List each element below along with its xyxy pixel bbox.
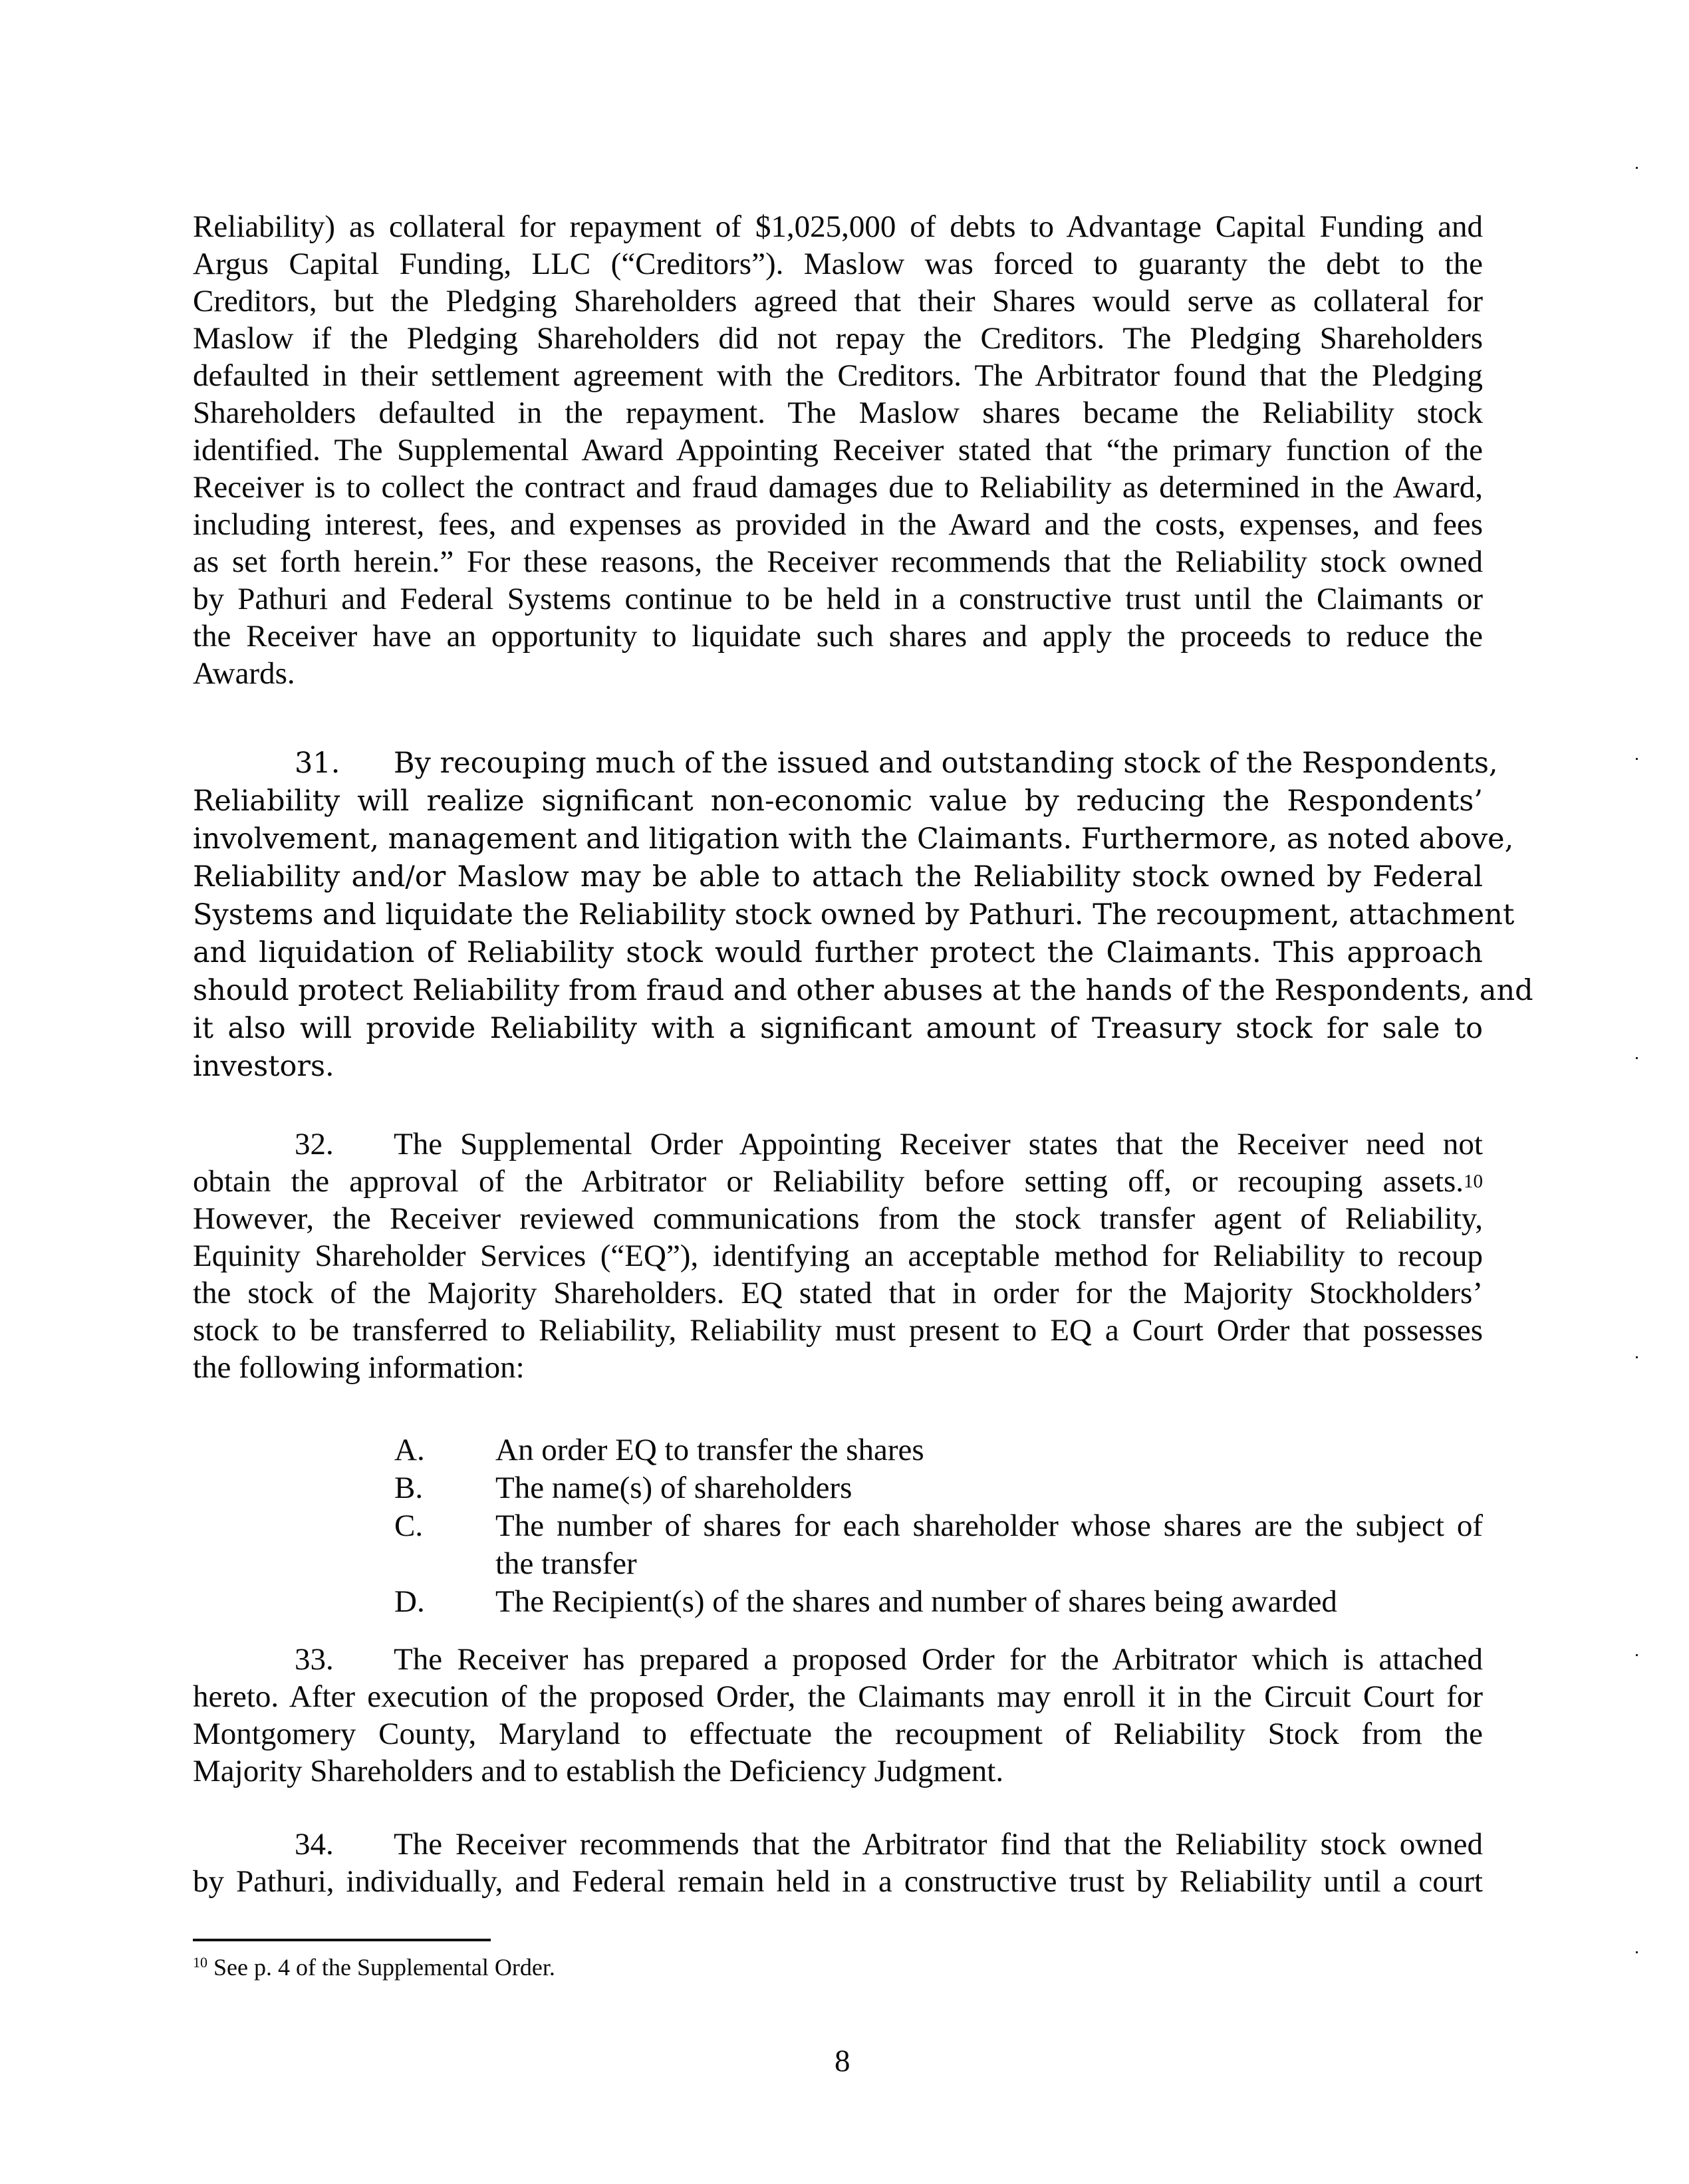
text-line: by Pathuri and Federal Systems continue to be held in a constructive trust until the Claimants or: [193, 582, 1483, 616]
text-line: defaulted in their settlement agreement with the Creditors. The Arbitrator found that the Pledging: [193, 358, 1483, 393]
text-line: involvement, management and litigation with the Claimants. Furthermore, as noted above,: [193, 822, 1514, 856]
list-item-letter: B.: [394, 1471, 424, 1505]
text-line: should protect Reliability from fraud and other abuses at the hands of the Respondents, and: [193, 974, 1533, 1007]
list-item-letter: A.: [394, 1433, 425, 1467]
text-line: it also will provide Reliability with a significant amount of Treasury stock for sale to: [193, 1012, 1483, 1045]
text-line: the Receiver have an opportunity to liquidate such shares and apply the proceeds to reduce the: [193, 619, 1483, 654]
text-line: The Receiver has prepared a proposed Order for the Arbitrator which is attached: [394, 1642, 1483, 1677]
paragraph-number: 33.: [295, 1642, 334, 1677]
text-line: The Supplemental Order Appointing Receiver states that the Receiver need not: [394, 1127, 1483, 1161]
text-line: Argus Capital Funding, LLC (“Creditors”). Maslow was forced to guaranty the debt to the: [193, 247, 1483, 281]
text-line: stock to be transferred to Reliability, Reliability must present to EQ a Court Order that possesses: [193, 1313, 1483, 1348]
text-line: Shareholders defaulted in the repayment. The Maslow shares became the Reliability stock: [193, 396, 1483, 430]
footnote: [193, 1948, 555, 1982]
text-line: Equinity Shareholder Services (“EQ”), identifying an acceptable method for Reliability to recoup: [193, 1239, 1483, 1273]
text-line: Awards.: [193, 656, 295, 691]
scan-speck: [1636, 1057, 1638, 1059]
list-item-text: The name(s) of shareholders: [495, 1471, 852, 1505]
text-line: identified. The Supplemental Award Appointing Receiver stated that “the primary function of the: [193, 433, 1483, 467]
footnote-text: See p. 4 of the Supplemental Order.: [213, 1954, 555, 1981]
text-line: Majority Shareholders and to establish the Deficiency Judgment.: [193, 1754, 1004, 1788]
text-line: and liquidation of Reliability stock would further protect the Claimants. This approach: [193, 936, 1483, 969]
paragraph-number: 31.: [295, 747, 340, 780]
list-item-text: The Recipient(s) of the shares and number of shares being awarded: [495, 1584, 1337, 1619]
text-line: investors.: [193, 1050, 334, 1083]
text-line: the following information:: [193, 1350, 525, 1385]
text-line: Reliability) as collateral for repayment of $1,025,000 of debts to Advantage Capital Funding and: [193, 209, 1483, 244]
text-line: The Receiver recommends that the Arbitrator find that the Reliability stock owned: [394, 1827, 1483, 1862]
list-item-text: The number of shares for each shareholder whose shares are the subject of: [495, 1509, 1483, 1543]
footnote-reference[interactable]: 10: [1464, 1171, 1483, 1192]
paragraph-number: 34.: [295, 1827, 334, 1862]
text-line: Montgomery County, Maryland to effectuate the recoupment of Reliability Stock from the: [193, 1717, 1483, 1751]
text-line: Creditors, but the Pledging Shareholders agreed that their Shares would serve as collateral for: [193, 284, 1483, 318]
text-line: By recouping much of the issued and outstanding stock of the Respondents,: [394, 747, 1498, 780]
text-line: Receiver is to collect the contract and fraud damages due to Reliability as determined in the Award,: [193, 470, 1483, 505]
text-line: as set forth herein.” For these reasons, the Receiver recommends that the Reliability stock owned: [193, 545, 1483, 579]
text-line: including interest, fees, and expenses as provided in the Award and the costs, expenses, and fees: [193, 507, 1483, 542]
scan-speck: [1636, 1654, 1638, 1656]
text-line: hereto. After execution of the proposed Order, the Claimants may enroll it in the Circuit Court for: [193, 1679, 1483, 1714]
text-line: Maslow if the Pledging Shareholders did not repay the Creditors. The Pledging Shareholders: [193, 321, 1483, 356]
scan-speck: [1636, 1951, 1638, 1953]
footnote-marker: 10: [193, 1954, 207, 1971]
scan-speck: [1636, 167, 1638, 169]
footnote-separator: [193, 1939, 491, 1941]
text-line: by Pathuri, individually, and Federal remain held in a constructive trust by Reliability until a court: [193, 1864, 1483, 1899]
text-line: the stock of the Majority Shareholders. EQ stated that in order for the Majority Stockholders’: [193, 1276, 1483, 1310]
text-line: However, the Receiver reviewed communications from the stock transfer agent of Reliability,: [193, 1201, 1483, 1236]
list-item-text: the transfer: [495, 1546, 637, 1581]
text-line-body: obtain the approval of the Arbitrator or Reliability before setting off, or recouping assets.: [193, 1164, 1464, 1199]
list-item-text: An order EQ to transfer the shares: [495, 1433, 924, 1467]
scan-speck: [1636, 1356, 1638, 1358]
text-line: Reliability and/or Maslow may be able to attach the Reliability stock owned by Federal: [193, 860, 1483, 894]
scan-speck: [1636, 758, 1638, 760]
list-item-letter: D.: [394, 1584, 425, 1619]
paragraph-number: 32.: [295, 1127, 334, 1161]
page-number: 8: [835, 2044, 850, 2078]
text-line: [193, 1163, 1483, 1200]
list-item-letter: C.: [394, 1509, 424, 1543]
text-line: Reliability will realize significant non-economic value by reducing the Respondents’: [193, 785, 1483, 818]
text-line: Systems and liquidate the Reliability stock owned by Pathuri. The recoupment, attachment: [193, 898, 1515, 931]
